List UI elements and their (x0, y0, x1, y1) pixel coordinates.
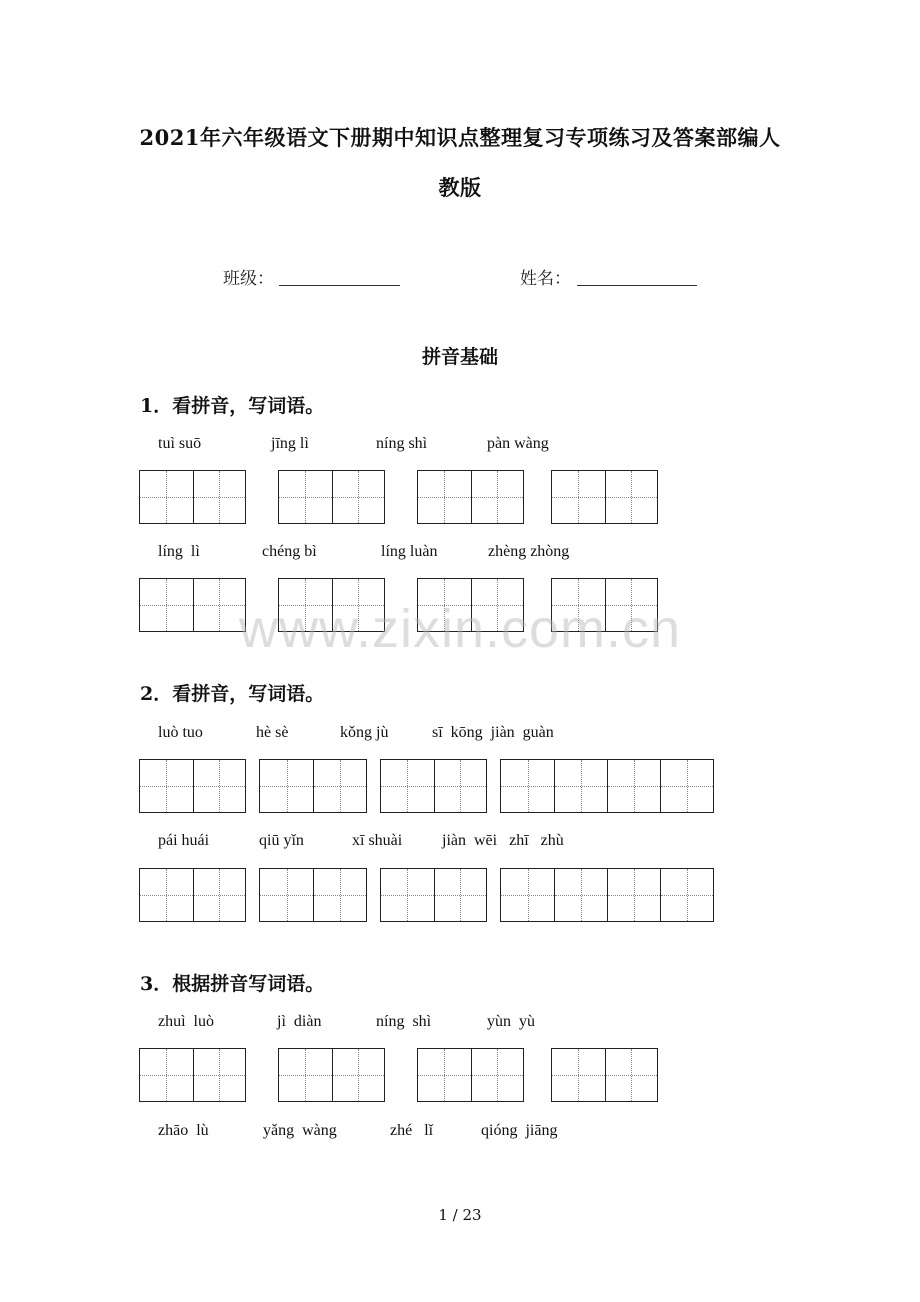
pinyin: kǒng jù (340, 724, 389, 741)
pinyin: tuì suō (158, 435, 202, 452)
question-heading-3: 3．根据拼音写词语。 (140, 973, 325, 995)
page-number: 1 / 23 (438, 1206, 482, 1224)
pinyin: pàn wàng (487, 435, 549, 452)
pinyin: jiàn wēi zhī zhù (442, 832, 564, 849)
pinyin: hè sè (256, 724, 289, 741)
class-label: 班级： (223, 269, 274, 289)
pinyin: zhé lǐ (390, 1122, 434, 1139)
pinyin: qiū yǐn (259, 832, 304, 849)
document-title: 2021年六年级语文下册期中知识点整理复习专项练习及答案部编人 (139, 125, 781, 150)
pinyin: chéng bì (262, 543, 317, 560)
section-title: 拼音基础 (421, 346, 498, 368)
pinyin: xī shuài (352, 832, 403, 849)
pinyin: níng shì (376, 1013, 432, 1030)
pinyin: jì diàn (277, 1013, 322, 1030)
writing-box[interactable] (278, 1048, 385, 1102)
name-field[interactable] (577, 284, 697, 286)
writing-box[interactable] (551, 1048, 658, 1102)
pinyin: sī kōng jiàn guàn (432, 724, 554, 741)
pinyin: zhāo lù (158, 1122, 209, 1139)
writing-box[interactable] (278, 470, 385, 524)
writing-box[interactable] (139, 868, 246, 922)
writing-box[interactable] (417, 470, 524, 524)
writing-box[interactable] (139, 470, 246, 524)
question-heading-2: 2．看拼音，写词语。 (140, 683, 325, 705)
writing-box[interactable] (139, 759, 246, 813)
pinyin: yǎng wàng (263, 1122, 337, 1139)
writing-box[interactable] (139, 1048, 246, 1102)
watermark: www.zixin.com.cn (238, 599, 682, 659)
writing-box[interactable] (259, 759, 367, 813)
class-field[interactable] (279, 284, 400, 286)
pinyin: zhèng zhòng (488, 543, 570, 560)
name-label: 姓名： (520, 269, 571, 289)
pinyin: líng lì (158, 543, 200, 560)
document-title-cont: 教版 (438, 175, 482, 200)
pinyin: zhuì luò (158, 1013, 214, 1030)
pinyin: luò tuo (158, 724, 203, 741)
writing-box[interactable] (380, 759, 487, 813)
pinyin: pái huái (158, 832, 210, 849)
pinyin: qióng jiāng (481, 1122, 558, 1139)
pinyin: jīng lì (271, 435, 309, 452)
writing-box[interactable] (380, 868, 487, 922)
pinyin: líng luàn (381, 543, 438, 560)
writing-box[interactable] (551, 470, 658, 524)
writing-box[interactable] (500, 868, 714, 922)
writing-box[interactable] (259, 868, 367, 922)
pinyin: níng shì (376, 435, 428, 452)
writing-box[interactable] (417, 1048, 524, 1102)
pinyin: yùn yù (487, 1013, 535, 1030)
question-heading-1: 1．看拼音，写词语。 (140, 395, 325, 417)
writing-box[interactable] (500, 759, 714, 813)
